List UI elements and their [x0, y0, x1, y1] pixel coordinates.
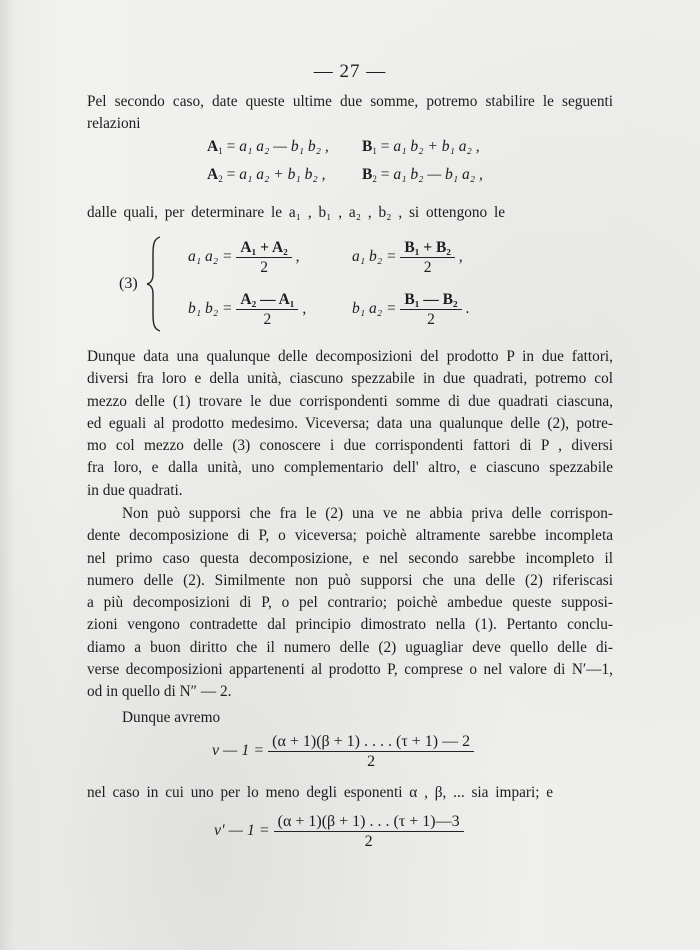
text-line: od in quello di N″ — 2.	[87, 683, 232, 701]
equals-sign: =	[226, 166, 236, 183]
numerator: B₁ — B₂	[400, 290, 461, 310]
text-line: zioni vengono contradette dal principio dimostrato nella (1). Pertanto conclu-	[87, 616, 613, 634]
lhs: b₁ a₂ =	[352, 300, 397, 318]
lhs: a₁ a₂ =	[188, 248, 233, 266]
symbol: B	[362, 138, 373, 155]
numerator: (α + 1)(β + 1) . . . . (τ + 1) — 2	[268, 732, 474, 752]
determine-paragraph	[87, 202, 613, 224]
relation-b2	[362, 165, 483, 185]
expression: a₁ a₂ — b₁ b₂ ,	[239, 138, 329, 155]
equals-sign: =	[226, 138, 236, 155]
symbol: B	[362, 166, 373, 183]
relation-b1	[362, 137, 480, 157]
denominator: 2	[367, 753, 376, 770]
fraction	[400, 238, 455, 277]
lhs: ν′ — 1 =	[214, 822, 270, 840]
paragraph-2	[87, 503, 613, 704]
fraction	[400, 290, 461, 329]
text-line: Dunque data una qualunque delle decomposizioni del prodotto P in due fattori,	[87, 348, 613, 365]
symbol: A	[207, 138, 219, 155]
lhs: b₁ b₂ =	[188, 300, 233, 318]
punctuation: ,	[458, 248, 463, 266]
text-line: mo col mezzo delle (3) conoscere i due corrispondenti fattori di P , diversi	[87, 437, 613, 455]
intro-paragraph	[87, 91, 613, 136]
denominator: 2	[364, 833, 373, 850]
formula-nu	[212, 732, 474, 771]
fraction	[236, 290, 298, 329]
subscript: 1	[218, 146, 223, 156]
numerator: B₁ + B₂	[400, 238, 455, 258]
subscript: 2	[372, 174, 377, 184]
text-line: numero delle (2). Similmente non può supporsi che una delle (2) riferiscasi	[87, 571, 613, 589]
numerator: A₂ — A₁	[236, 290, 298, 310]
relation-a2	[207, 165, 325, 185]
paragraph-1	[87, 346, 613, 502]
text-line: Pel secondo caso, date queste ultime due somme, potremo stabilire le seguenti	[87, 93, 613, 110]
denominator: 2	[263, 311, 272, 328]
text-line: relazioni	[87, 115, 141, 133]
condition-paragraph	[87, 782, 613, 804]
relation-a1	[207, 137, 329, 157]
paragraph-3	[122, 707, 613, 729]
text-line: dalle quali, per determinare le a₁ , b₁ , a₂ , b₂ , si ottengono le	[87, 204, 506, 221]
left-brace-icon	[146, 236, 162, 332]
symbol: A	[207, 166, 219, 183]
expression: a₁ b₂ — b₁ a₂ ,	[393, 166, 483, 183]
system-eq-2	[352, 238, 463, 277]
equals-sign: =	[380, 138, 390, 155]
text-line: ed eguali al prodotto medesimo. Viceversa; data una qualunque delle (2), potre-	[87, 414, 613, 432]
text-line: Non può supporsi che fra le (2) una ve ne abbia priva delle corrispon-	[122, 505, 613, 522]
punctuation: .	[465, 300, 470, 318]
text-line: fra loro, e dalla unità, uno complementario dell' altro, e ciascuno spezzabile	[87, 459, 613, 477]
lhs: a₁ b₂ =	[352, 248, 397, 266]
punctuation: ,	[302, 300, 307, 318]
subscript: 1	[372, 146, 377, 156]
equals-sign: =	[380, 166, 390, 183]
equation-label-3: (3)	[119, 275, 138, 292]
fraction	[236, 238, 291, 277]
text-line: diamo a buon diritto che il numero delle (2) uguagliar deve quello delle di-	[87, 638, 613, 656]
text-line: in due quadrati.	[87, 481, 183, 499]
denominator: 2	[423, 259, 432, 276]
text-line: verse decomposizioni appartenenti al prodotto P, comprese o nel valore di N′—1,	[87, 661, 613, 679]
system-eq-3	[188, 290, 306, 329]
lhs: ν — 1 =	[212, 742, 265, 760]
system-eq-4	[352, 290, 469, 329]
text-line: nel primo caso questa decomposizione, e nel secondo sarebbe incompleto il	[87, 549, 613, 567]
text-line: nel caso in cui uno per lo meno degli esponenti α , β, ... sia impari; e	[87, 784, 554, 801]
expression: a₁ b₂ + b₁ a₂ ,	[393, 138, 480, 155]
text-line: a più decomposizioni di P, o pel contrario; poichè ambedue queste supposi-	[87, 594, 613, 612]
text-line: mezzo delle (1) trovare le due corrispondenti somme di due quadrati ciascuna,	[87, 392, 613, 410]
text-line: dente decomposizione di P, o viceversa; poichè altramente sarebbe incompleta	[87, 527, 613, 545]
page-number: — 27 —	[313, 61, 387, 82]
expression: a₁ a₂ + b₁ b₂ ,	[239, 166, 326, 183]
subscript: 2	[218, 174, 223, 184]
fraction	[274, 812, 464, 851]
numerator: (α + 1)(β + 1) . . . (τ + 1)—3	[274, 812, 464, 832]
text-line: Dunque avremo	[122, 709, 221, 726]
system-eq-1	[188, 238, 300, 277]
text-line: diversi fra loro e della unità, ciascuno spezzabile in due quadrati, potremo col	[87, 370, 613, 388]
punctuation: ,	[295, 248, 300, 266]
fraction	[268, 732, 474, 771]
formula-nu-prime	[214, 812, 464, 851]
denominator: 2	[260, 259, 268, 276]
denominator: 2	[427, 311, 435, 328]
numerator: A₁ + A₂	[236, 238, 291, 258]
